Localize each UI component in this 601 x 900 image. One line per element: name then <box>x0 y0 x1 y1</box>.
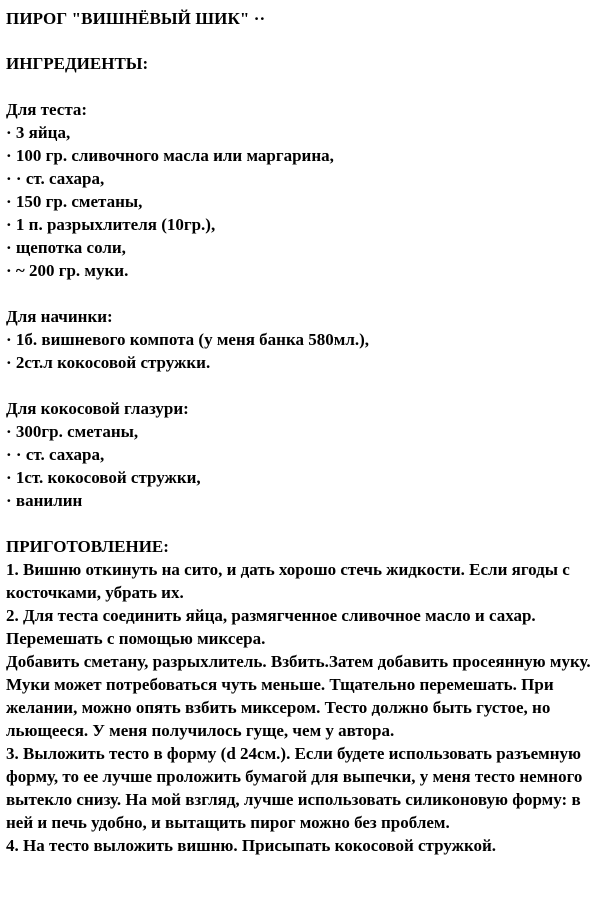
spacer <box>6 374 596 397</box>
dough-section <box>6 98 596 282</box>
preparation-step: 3. Выложить тесто в форму (d 24см.). Если будете использовать разъемную форму, то ее лучше проложить бумагой для выпечки, у меня тесто немного вытекло снизу. На мой взгляд, лучше использовать силиконовую форму: в ней и печь удобно, и вытащить пирог можно без проблем. <box>6 744 583 832</box>
ingredients-heading: ИНГРЕДИЕНТЫ: <box>6 54 149 73</box>
spacer <box>6 282 596 305</box>
glaze-section <box>6 397 596 512</box>
recipe-document <box>6 0 596 857</box>
spacer <box>6 30 596 53</box>
filling-item: · 2ст.л кокосовой стружки. <box>6 353 211 372</box>
dough-item: · 3 яйца, <box>6 123 71 142</box>
dough-item: · ~ 200 гр. муки. <box>6 261 129 280</box>
dough-item: · 1 п. разрыхлителя (10гр.), <box>6 215 216 234</box>
preparation-heading: ПРИГОТОВЛЕНИЕ: <box>6 537 169 556</box>
recipe-title: ПИРОГ "ВИШНЁВЫЙ ШИК" ·· <box>6 9 266 28</box>
filling-heading: Для начинки: <box>6 307 113 326</box>
filling-section <box>6 305 596 374</box>
glaze-item: · 300гр. сметаны, <box>6 422 139 441</box>
spacer <box>6 512 596 535</box>
dough-item: · · ст. сахара, <box>6 169 105 188</box>
glaze-item: · · ст. сахара, <box>6 445 105 464</box>
dough-item: · 100 гр. сливочного масла или маргарина, <box>6 146 334 165</box>
glaze-heading: Для кокосовой глазури: <box>6 399 189 418</box>
dough-item: · щепотка соли, <box>6 238 126 257</box>
preparation-step: Добавить сметану, разрыхлитель. Взбить.Затем добавить просеянную муку. Муки может потребоваться чуть меньше. Тщательно перемешать. При желании, можно опять взбить миксером. Тесто должно быть густое, но льющееся. У меня получилось гуще, чем у автора. <box>6 652 591 740</box>
dough-heading: Для теста: <box>6 100 88 119</box>
dough-item: · 150 гр. сметаны, <box>6 192 143 211</box>
preparation-step: 1. Вишню откинуть на сито, и дать хорошо стечь жидкости. Если ягоды с косточками, убрать их. <box>6 560 570 602</box>
spacer <box>6 75 596 98</box>
glaze-item: · 1ст. кокосовой стружки, <box>6 468 201 487</box>
preparation-section <box>6 535 596 857</box>
preparation-step: 4. На тесто выложить вишню. Присыпать кокосовой стружкой. <box>6 836 497 855</box>
preparation-step: 2. Для теста соединить яйца, размягченное сливочное масло и сахар. Перемешать с помощью миксера. <box>6 606 536 648</box>
glaze-item: · ванилин <box>6 491 83 510</box>
filling-item: · 1б. вишневого компота (у меня банка 580мл.), <box>6 330 370 349</box>
